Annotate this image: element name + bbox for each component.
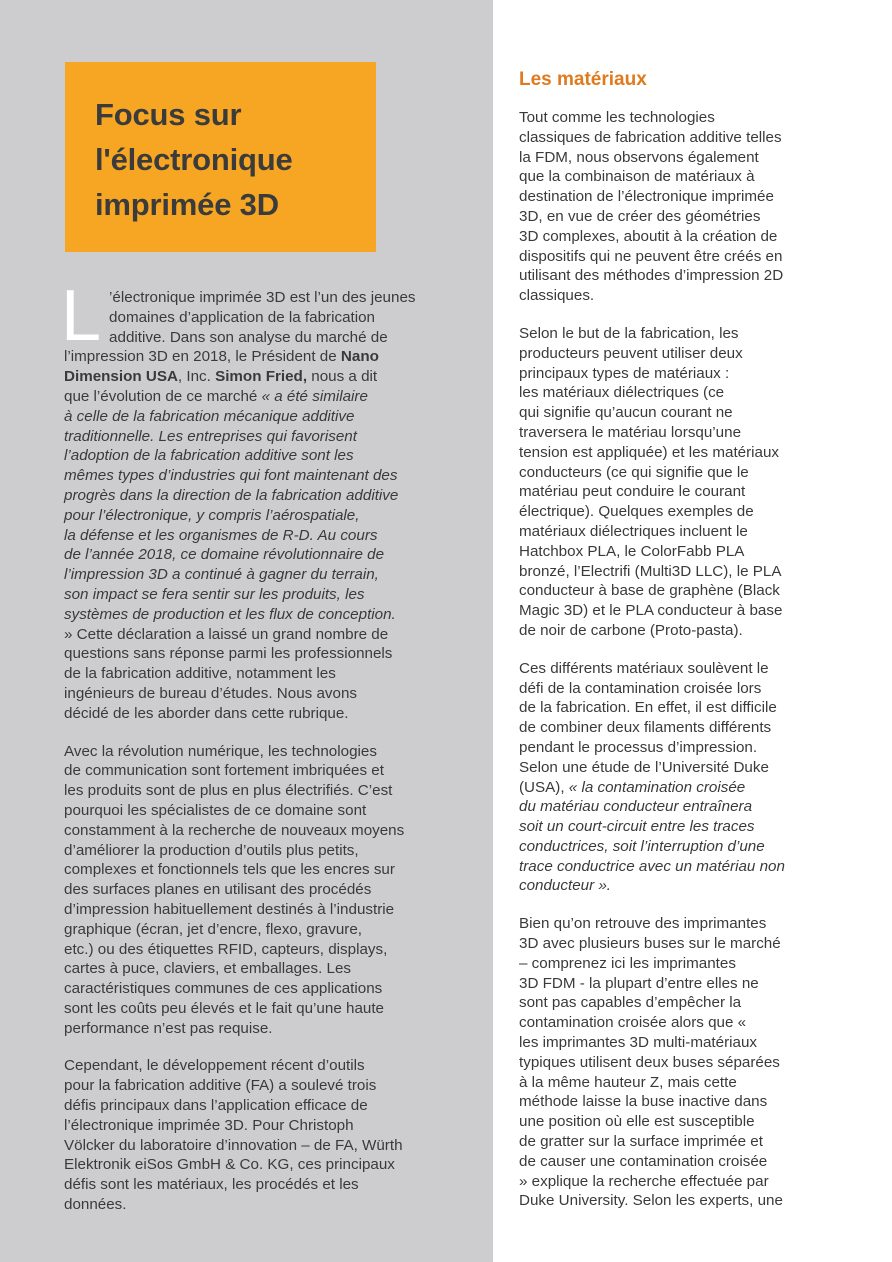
text-line: Tout comme les technologies	[519, 109, 715, 126]
text-line: tension est appliquée) et les matériaux	[519, 443, 780, 461]
text-line: matériau peut conduire le courant	[519, 483, 746, 501]
text-line: de gratter sur la surface imprimée et	[519, 1133, 763, 1151]
text-line: questions sans réponse parmi les professionnels	[64, 645, 393, 663]
quote-line: du matériau conducteur entraînera	[519, 798, 753, 816]
intro-paragraph	[61, 276, 458, 724]
text-line: les produits sont de plus en plus électrifiés. C’est	[64, 782, 393, 800]
text-line: conducteurs (ce qui signifie que le	[519, 463, 749, 481]
title-line: Focus sur	[95, 97, 242, 132]
text-line: classiques de fabrication additive telles	[519, 128, 782, 146]
paragraph-materials-intro	[519, 108, 829, 306]
quote-line: soit un court-circuit entre les traces	[519, 818, 755, 836]
text-line: l’électronique imprimée 3D. Pour Christoph	[64, 1116, 354, 1134]
text-line: pourquoi les spécialistes de ce domaine sont	[64, 801, 367, 819]
text-line: de combiner deux filaments différents	[519, 719, 772, 737]
right-column	[519, 68, 829, 1229]
text-line: pour la fabrication additive (FA) a soulevé trois	[64, 1077, 377, 1095]
text-line: principaux types de matériaux :	[519, 364, 730, 382]
text-line: à la même hauteur Z, mais cette	[519, 1073, 737, 1091]
quote-line: conducteur ».	[519, 877, 612, 895]
text-line: des surfaces planes en utilisant des procédés	[64, 881, 372, 899]
quote-line: progrès dans la direction de la fabrication additive	[64, 486, 399, 504]
text-line: » explique la recherche effectuée par	[519, 1172, 769, 1190]
text-line: domaines d’application de la fabrication	[109, 308, 375, 326]
text-line: complexes et fonctionnels tels que les encres sur	[64, 861, 395, 879]
text-line	[519, 778, 829, 798]
text-line: méthode laisse la buse inactive dans	[519, 1093, 768, 1111]
text-line: – comprenez ici les imprimantes	[519, 954, 736, 972]
quote-line: mêmes types d’industries qui font maintenant des	[64, 467, 398, 485]
text-segment: que l’évolution de ce marché	[64, 387, 262, 405]
drop-cap: L	[61, 276, 102, 356]
text-line: d’améliorer la production d’outils plus petits,	[64, 841, 359, 859]
text-segment: , Inc.	[177, 368, 216, 386]
text-line: Selon le but de la fabrication, les	[519, 324, 739, 342]
text-line: constamment à la recherche de nouveaux moyens	[64, 821, 405, 839]
text-line: typiques utilisent deux buses séparées	[519, 1053, 780, 1071]
text-line: 3D FDM - la plupart d’entre elles ne	[519, 974, 759, 992]
text-line: conducteur à base de graphène (Black	[519, 582, 780, 600]
text-line: Selon une étude de l’Université Duke	[519, 758, 769, 776]
text-line: etc.) ou des étiquettes RFID, capteurs, displays,	[64, 940, 388, 958]
quote-segment: « a été similaire	[261, 387, 368, 405]
text-line	[64, 367, 458, 387]
quote-segment: « la contamination croisée	[568, 778, 746, 796]
text-segment: nous a dit	[307, 368, 378, 386]
text-line: caractéristiques communes de ces applications	[64, 980, 383, 998]
text-line: dispositifs qui ne peuvent être créés en	[519, 247, 783, 265]
paragraph-multi-nozzle	[519, 914, 829, 1211]
title-box	[65, 62, 376, 252]
text-line: 3D complexes, aboutit à la création de	[519, 227, 778, 245]
text-line: une position où elle est susceptible	[519, 1113, 755, 1131]
text-line: données.	[64, 1196, 127, 1214]
text-line: défi de la contamination croisée lors	[519, 679, 762, 697]
paragraph-challenges	[64, 1056, 458, 1214]
paragraph-material-types	[519, 324, 829, 641]
text-line: Duke University. Selon les experts, une	[519, 1192, 783, 1210]
title-line: imprimée 3D	[95, 187, 279, 222]
text-line: Ces différents matériaux soulèvent le	[519, 659, 769, 677]
text-line: sont pas capables d’empêcher la	[519, 994, 742, 1012]
text-line: 3D, en vue de créer des géométries	[519, 207, 761, 225]
text-line: décidé de les aborder dans cette rubrique.	[64, 704, 349, 722]
quote-line: pour l’électronique, y compris l’aérospatiale,	[64, 506, 360, 524]
title-line: l'électronique	[95, 142, 293, 177]
text-line: de la fabrication. En effet, il est difficile	[519, 699, 777, 717]
company-name: Dimension USA	[64, 368, 178, 386]
text-line	[64, 347, 458, 367]
text-line: Völcker du laboratoire d’innovation – de FA, Würth	[64, 1136, 403, 1154]
quote-line: trace conductrice avec un matériau non	[519, 857, 785, 875]
text-line: de communication sont fortement imbriquées et	[64, 762, 384, 780]
quote-line: l’adoption de la fabrication additive sont les	[64, 447, 354, 465]
text-line: Bien qu’on retrouve des imprimantes	[519, 915, 767, 933]
text-line	[64, 387, 458, 407]
text-line: classiques.	[519, 287, 595, 305]
quote-line: à celle de la fabrication mécanique additive	[64, 407, 355, 425]
text-line: Elektronik eiSos GmbH & Co. KG, ces principaux	[64, 1156, 395, 1174]
text-line: Cependant, le développement récent d’outils	[64, 1057, 365, 1075]
text-line: producteurs peuvent utiliser deux	[519, 344, 743, 362]
text-line: 3D avec plusieurs buses sur le marché	[519, 935, 781, 953]
text-line: électrique). Quelques exemples de	[519, 503, 754, 521]
quote-line: conductrices, soit l’interruption d’une	[519, 837, 765, 855]
text-segment: l’impression 3D en 2018, le Président de	[64, 348, 341, 366]
quote-line: de l’année 2018, ce domaine révolutionnaire de	[64, 546, 385, 564]
text-line: Avec la révolution numérique, les technologies	[64, 742, 377, 760]
text-line: d’impression habituellement destinés à l’industrie	[64, 900, 395, 918]
text-line: contamination croisée alors que «	[519, 1014, 747, 1032]
company-name: Nano	[340, 348, 379, 366]
left-column	[61, 276, 458, 1233]
quote-line: la défense et les organismes de R-D. Au cours	[64, 526, 378, 544]
text-line: performance n’est pas requise.	[64, 1019, 273, 1037]
text-line: de noir de carbone (Proto-pasta).	[519, 621, 743, 639]
text-line: cartes à puce, claviers, et emballages. Les	[64, 960, 352, 978]
text-line: de la fabrication additive, notamment les	[64, 665, 336, 683]
text-line: sont les coûts peu élevés et le fait qu’une haute	[64, 999, 384, 1017]
paragraph-contamination	[519, 659, 829, 897]
text-line: bronzé, l’Electrifi (Multi3D LLC), le PLA	[519, 562, 782, 580]
text-line: destination de l’électronique imprimée	[519, 188, 774, 206]
section-heading: Les matériaux	[519, 69, 647, 90]
text-line: ingénieurs de bureau d’études. Nous avons	[64, 684, 357, 702]
text-segment: (USA),	[519, 778, 569, 796]
text-line: défis principaux dans l’application efficace de	[64, 1097, 368, 1115]
quote-line: l’impression 3D a continué à gagner du terrain,	[64, 566, 379, 584]
text-line: additive. Dans son analyse du marché de	[109, 328, 388, 346]
person-name: Simon Fried,	[215, 368, 308, 386]
text-line: de causer une contamination croisée	[519, 1152, 768, 1170]
text-line: traversera le matériau lorsqu’une	[519, 423, 742, 441]
text-line: matériaux diélectriques incluent le	[519, 522, 748, 540]
quote-line: traditionnelle. Les entreprises qui favorisent	[64, 427, 357, 445]
text-line: pendant le processus d’impression.	[519, 738, 758, 756]
quote-line: systèmes de production et les flux de conception.	[64, 605, 396, 623]
text-line: Magic 3D) et le PLA conducteur à base	[519, 602, 783, 620]
text-line: les imprimantes 3D multi-matériaux	[519, 1034, 758, 1052]
paragraph-digital-revolution	[64, 742, 458, 1039]
text-line: qui signifie qu’aucun courant ne	[519, 404, 733, 422]
text-line: que la combinaison de matériaux à	[519, 168, 755, 186]
text-line: utilisant des méthodes d’impression 2D	[519, 267, 784, 285]
quote-line: son impact se fera sentir sur les produits, les	[64, 585, 365, 603]
text-line: Hatchbox PLA, le ColorFabb PLA	[519, 542, 745, 560]
text-line: les matériaux diélectriques (ce	[519, 384, 725, 402]
text-line: la FDM, nous observons également	[519, 148, 759, 166]
text-line: défis sont les matériaux, les procédés et les	[64, 1176, 359, 1194]
text-line: » Cette déclaration a laissé un grand nombre de	[64, 625, 389, 643]
text-line: ’électronique imprimée 3D est l’un des jeunes	[109, 289, 416, 306]
text-line: graphique (écran, jet d’encre, flexo, gravure,	[64, 920, 363, 938]
